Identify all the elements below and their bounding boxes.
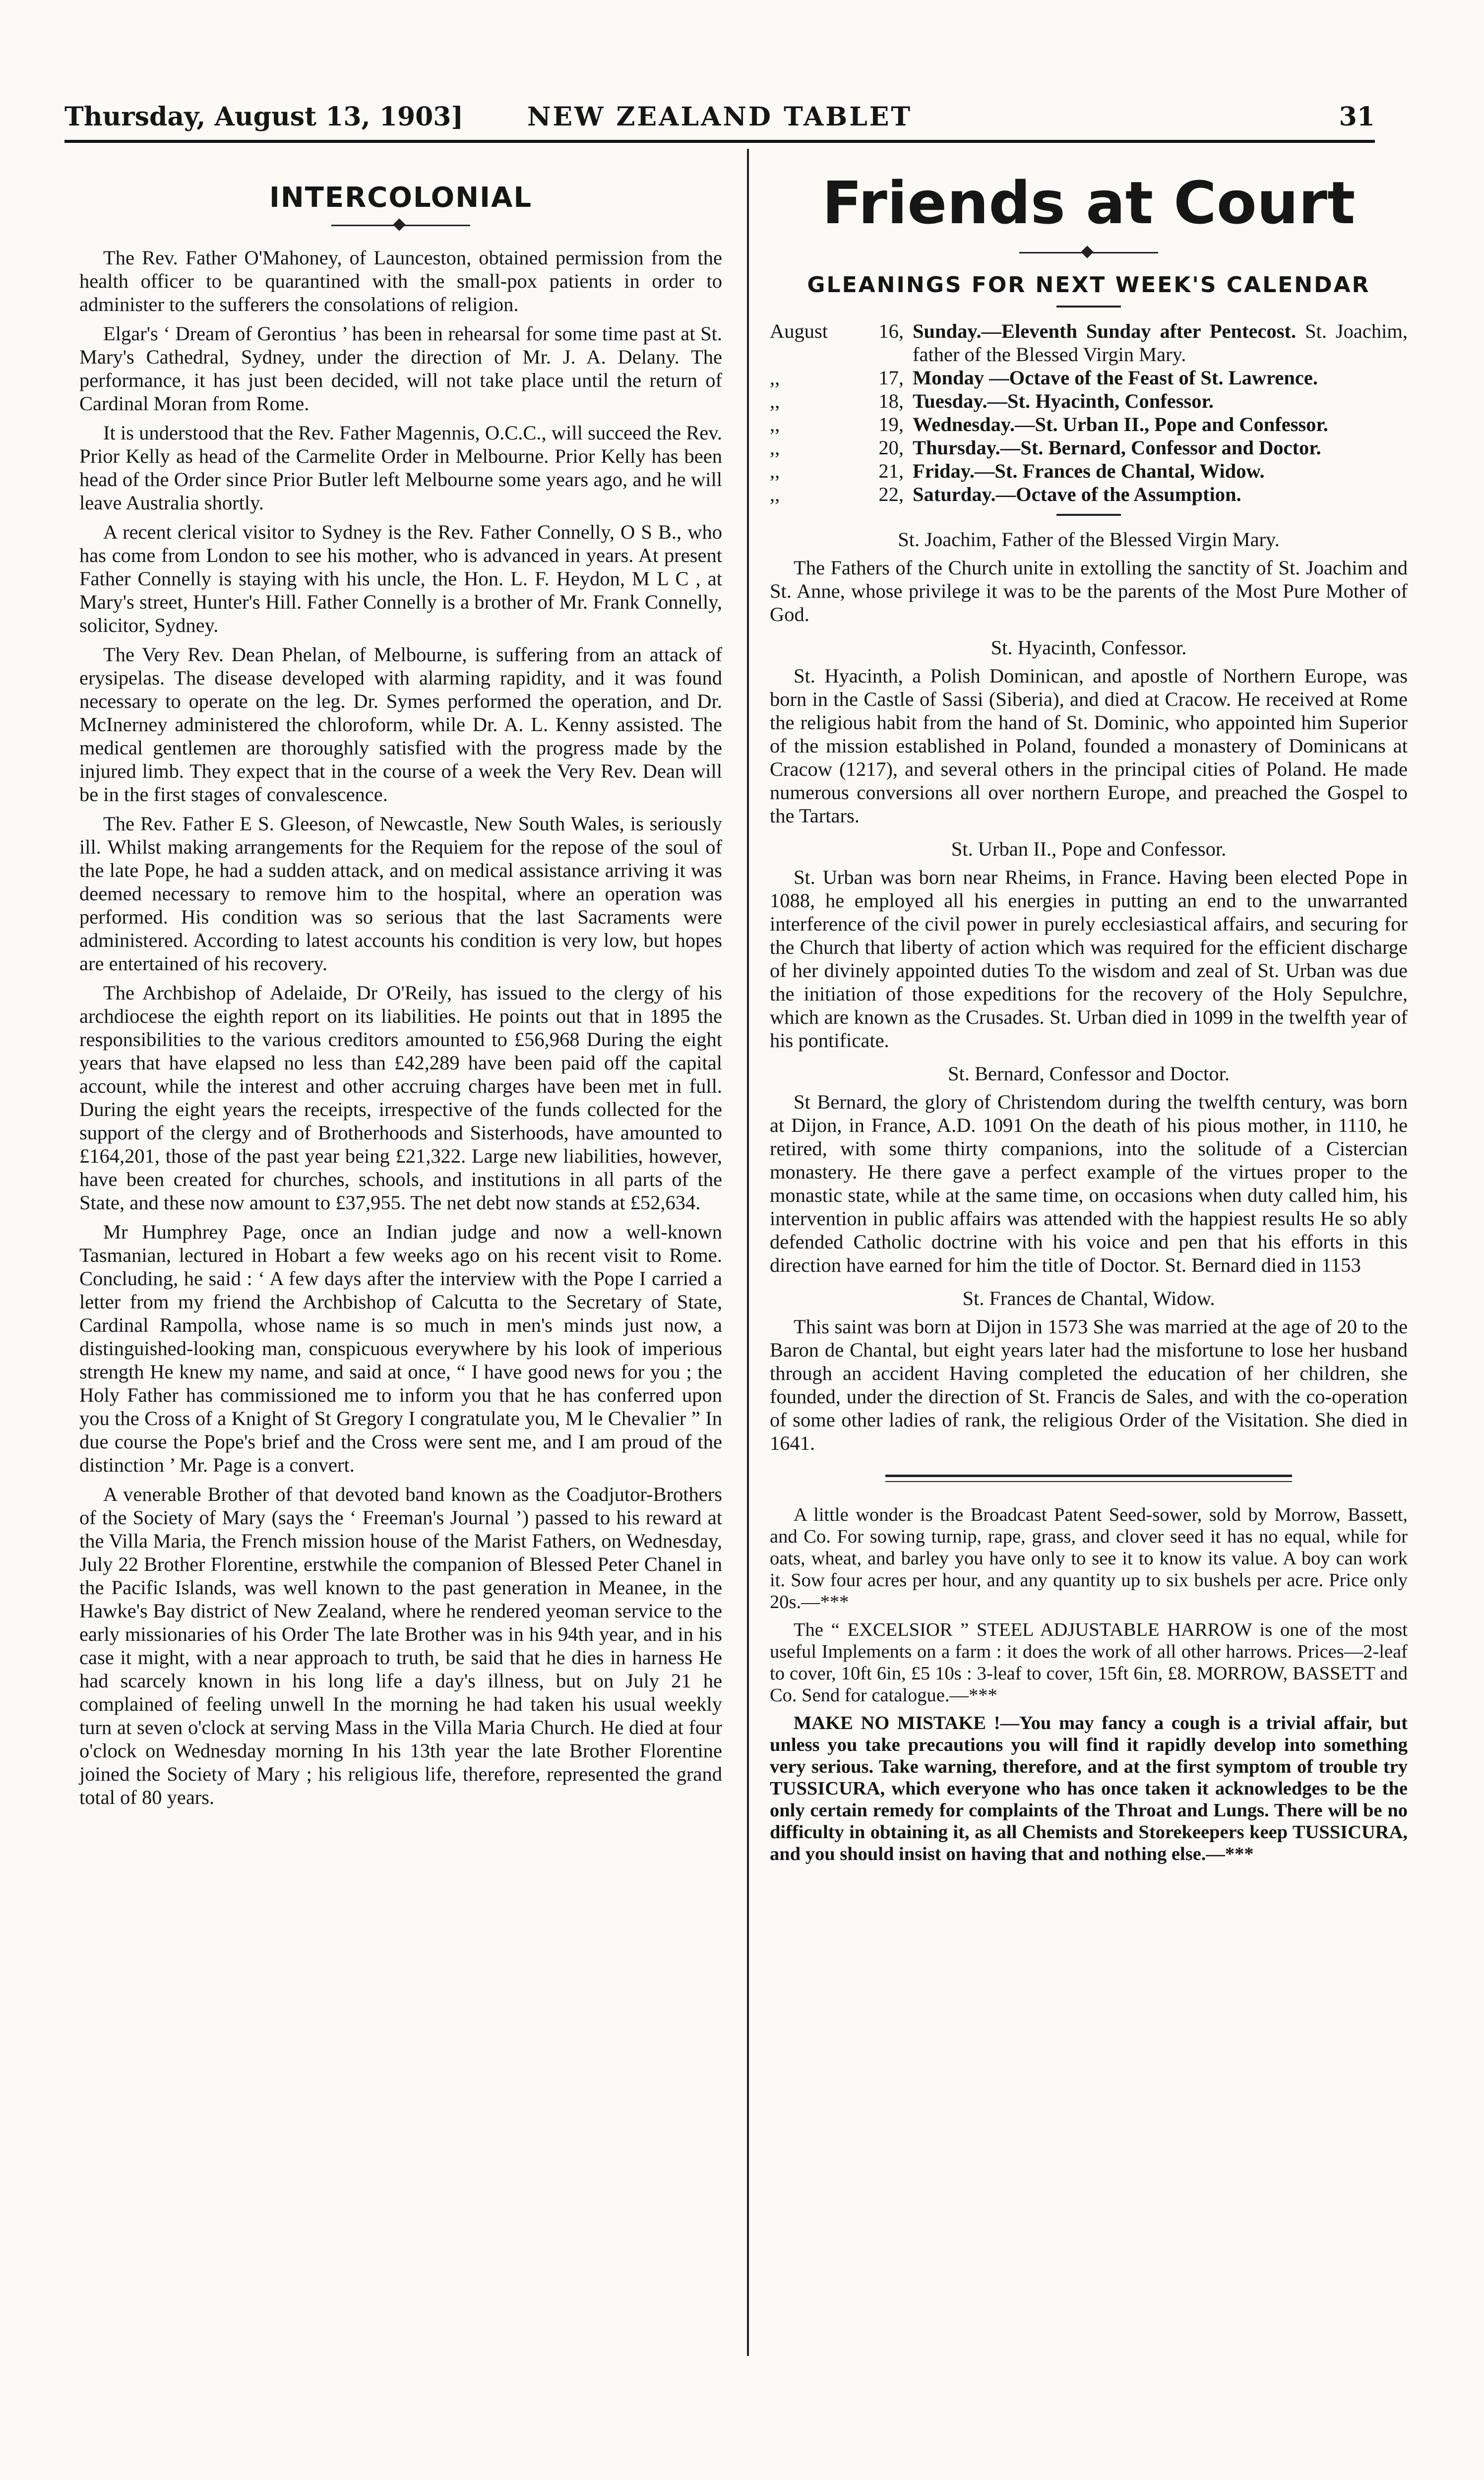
news-paragraph: It is understood that the Rev. Father Magennis, O.C.C., will succeed the Rev. Prior Kelly as head of the Carmelite Order in Melbourne. Prior Kelly has been head of the Order since Prior Butler left Melbourne some years ago, and he will leave Australia shortly. bbox=[79, 422, 722, 514]
calendar-text bbox=[913, 366, 1408, 389]
calendar-entry bbox=[770, 483, 1408, 506]
calendar-text bbox=[913, 459, 1408, 483]
calendar-feast: Tuesday.—St. Hyacinth, Confessor. bbox=[913, 390, 1214, 412]
header-date: Thursday, August 13, 1903] bbox=[64, 102, 464, 132]
header-rule bbox=[64, 140, 1375, 143]
news-paragraph: The Rev. Father O'Mahoney, of Launceston, obtained permission from the health officer to be quarantined with the small-pox patients in order to administer to the sufferers the consolations of religion. bbox=[79, 247, 722, 315]
calendar-day: 19, bbox=[878, 413, 904, 435]
ornament-divider bbox=[331, 219, 470, 231]
advertisements bbox=[770, 1504, 1408, 1865]
calendar-feast: Monday —Octave of the Feast of St. Lawrence. bbox=[913, 367, 1318, 389]
calendar-day: 22, bbox=[878, 483, 904, 505]
saint-heading: St. Frances de Chantal, Widow. bbox=[962, 1287, 1215, 1309]
calendar-feast-extra: St. Joachim, father of the Blessed Virgin Mary. bbox=[913, 320, 1408, 366]
saint-heading: St. Hyacinth, Confessor. bbox=[990, 636, 1187, 659]
saint-paragraph: St Bernard, the glory of Christendom during the twelfth century, was born at Dijon, in France, A.D. 1091 On the death of his pious mother, in 1110, he retired, with some thirty companions, into the solitude of a Cistercian monastery. He there gave a perfect example of the virtues proper to the monastic state, while at the same time, on occasions when duty called him, his intervention in public affairs was attended with the happiest results He so ably defended Catholic doctrine with his voice and pen that his efforts in this direction have earned for him the title of Doctor. St. Bernard died in 1153 bbox=[770, 1091, 1408, 1276]
advertisement-seed-sower: A little wonder is the Broadcast Patent Seed-sower, sold by Morrow, Bassett, and Co. For sowing turnip, rape, grass, and clover seed it has no equal, while for oats, wheat, and barley you have only to see it to know its value. A boy can work it. Sow four acres per hour, and any quantity up to six bushels per acre. Price only 20s.—*** bbox=[770, 1504, 1408, 1612]
intercolonial-title: INTERCOLONIAL bbox=[269, 182, 532, 214]
calendar-entry bbox=[770, 413, 1408, 436]
calendar-text bbox=[913, 413, 1408, 436]
saint-heading: St. Joachim, Father of the Blessed Virgin Mary. bbox=[898, 528, 1280, 551]
calendar-day: 16, bbox=[878, 320, 904, 342]
news-paragraph: The Rev. Father E S. Gleeson, of Newcastle, New South Wales, is seriously ill. Whilst making arrangements for the Requiem for the repose of the soul of the late Pope, he had a sudden attack, and on medical assistance arriving it was deemed necessary to remove him to the hospital, where an operation was performed. His condition was so serious that the last Sacraments were administered. According to latest accounts his condition is very low, but hopes are entertained of his recovery. bbox=[79, 812, 722, 975]
calendar-text bbox=[913, 389, 1408, 413]
news-paragraph: A venerable Brother of that devoted band known as the Coadjutor-Brothers of the Society of Mary (says the ‘ Freeman's Journal ’) passed to his reward at the Villa Maria, the French mission house of the Marist Fathers, on Wednesday, July 22 Brother Florentine, erstwhile the companion of Blessed Peter Chanel in the Pacific Islands, was well known to the past generation in Meanee, in the Hawke's Bay district of New Zealand, where he rendered yeoman service to the early missionaries of his Order The late Brother was in his 94th year, and in his case it might, with a near approach to truth, be said that he dies in harness He had scarcely known in his long life a day's illness, but on July 21 he complained of feeling unwell In the morning he had taken his usual weekly turn at seven o'clock at serving Mass in the Villa Maria Church. He died at four o'clock on Wednesday morning In his 13th year the late Brother Florentine joined the Society of Mary ; his religious life, therefore, represented the grand total of 80 years. bbox=[79, 1483, 722, 1808]
news-paragraph: Elgar's ‘ Dream of Gerontius ’ has been in rehearsal for some time past at St. Mary's Cathedral, Sydney, under the direction of Mr. J. A. Delany. The performance, it has just been decided, will not take place until the return of Cardinal Moran from Rome. bbox=[79, 322, 722, 415]
calendar-feast: Saturday.—Octave of the Assumption. bbox=[913, 483, 1241, 505]
advertisement-tussicura: MAKE NO MISTAKE !—You may fancy a cough is a trivial affair, but unless you take precautions you will find it rapidly develop into something very serious. Take warning, therefore, and at the first symptom of trouble try TUSSICURA, which everyone who has once taken it acknowledges to be the only certain remedy for complaints of the Throat and Lungs. There will be no difficulty in obtaining it, as all Chemists and Storekeepers keep TUSSICURA, and you should insist on having that and nothing else.—*** bbox=[770, 1713, 1408, 1864]
calendar-entry bbox=[770, 366, 1408, 389]
calendar-entry bbox=[770, 436, 1408, 459]
friends-at-court-title: Friends at Court bbox=[822, 169, 1356, 237]
news-paragraph: The Very Rev. Dean Phelan, of Melbourne, is suffering from an attack of erysipelas. The disease developed with alarming rapidity, and it was found necessary to operate on the leg. Dr. Symes performed the operation, and Dr. McInerney administered the chloroform, while Dr. A. L. Kenny assisted. The medical gentlemen are thoroughly satisfied with the progress made by the injured limb. They expect that in the course of a week the Very Rev. Dean will be in the first stages of convalescence. bbox=[79, 643, 722, 806]
short-rule bbox=[1056, 306, 1121, 308]
calendar-feast: Sunday.—Eleventh Sunday after Pentecost. bbox=[913, 320, 1297, 342]
calendar-feast: Thursday.—St. Bernard, Confessor and Doctor. bbox=[913, 436, 1321, 459]
calendar-text bbox=[913, 319, 1408, 366]
calendar-month: ,, bbox=[770, 413, 780, 435]
ornament-divider bbox=[1019, 247, 1158, 258]
calendar-month: ,, bbox=[770, 436, 780, 459]
saint-paragraph: The Fathers of the Church unite in extolling the sanctity of St. Joachim and St. Anne, whose privilege it was to be the parents of the Most Pure Mother of God. bbox=[770, 557, 1408, 625]
calendar-list bbox=[770, 319, 1408, 506]
news-paragraph: Mr Humphrey Page, once an Indian judge and now a well-known Tasmanian, lectured in Hobart a few weeks ago on his recent visit to Rome. Concluding, he said : ‘ A few days after the interview with the Pope I carried a letter from my friend the Archbishop of Calcutta to the Secretary of State, Cardinal Rampolla, whose name is so much in men's minds just now, a distinguished-looking man, conspicuous everywhere by his look of imperious strength He knew my name, and said at once, “ I have good news for you ; the Holy Father has commissioned me to inform you that he has conferred upon you the Cross of a Knight of St Gregory I congratulate you, M le Chevalier ” In due course the Pope's brief and the Cross were sent me, and I am proud of the distinction ’ Mr. Page is a convert. bbox=[79, 1221, 722, 1476]
advertisement-harrow: The “ EXCELSIOR ” STEEL ADJUSTABLE HARROW is one of the most useful Implements on a farm : it does the work of all other harrows. Prices—2-leaf to cover, 10ft 6in, £5 10s : 3-leaf to cover, 15ft 6in, £8. MORROW, BASSETT and Co. Send for catalogue.—*** bbox=[770, 1619, 1408, 1706]
calendar-month: August bbox=[770, 320, 828, 342]
calendar-entry bbox=[770, 389, 1408, 413]
calendar-text bbox=[913, 436, 1408, 459]
short-rule bbox=[1056, 514, 1121, 516]
calendar-month: ,, bbox=[770, 483, 780, 505]
intercolonial-column bbox=[79, 171, 722, 1815]
double-rule bbox=[885, 1475, 1292, 1482]
running-header bbox=[64, 102, 1375, 136]
saint-paragraph: St. Hyacinth, a Polish Dominican, and apostle of Northern Europe, was born in the Castle of Sassi (Siberia), and died at Cracow. He received at Rome the religious habit from the hand of St. Dominic, who appointed him Superior of the mission established in Poland, founded a monastery of Dominicans at Cracow (1217), and several others in the principal cities of Poland. He made numerous conversions all over northern Europe, and preached the Gospel to the Tartars. bbox=[770, 665, 1408, 827]
calendar-feast: Friday.—St. Frances de Chantal, Widow. bbox=[913, 460, 1265, 482]
saint-heading: St. Bernard, Confessor and Doctor. bbox=[947, 1062, 1230, 1085]
calendar-day: 21, bbox=[878, 460, 904, 482]
saint-paragraph: St. Urban was born near Rheims, in France. Having been elected Pope in 1088, he employed all his energies in putting an end to the unwarranted interference of the civil power in purely ecclesiastical affairs, and securing for the Church that liberty of action which was required for the efficient discharge of her divinely appointed duties To the wisdom and zeal of St. Urban was due the initiation of those expeditions for the recovery of the Holy Sepulchre, which are known as the Crusades. St. Urban died in 1099 in the twelfth year of his pontificate. bbox=[770, 866, 1408, 1052]
header-page-number: 31 bbox=[1339, 102, 1375, 132]
calendar-month: ,, bbox=[770, 390, 780, 412]
news-paragraph: A recent clerical visitor to Sydney is the Rev. Father Connelly, O S B., who has come from London to see his mother, who is advanced in years. At present Father Connelly is staying with his uncle, the Hon. L. F. Heydon, M L C , at Mary's street, Hunter's Hill. Father Connelly is a brother of Mr. Frank Connelly, solicitor, Sydney. bbox=[79, 521, 722, 636]
calendar-text bbox=[913, 483, 1408, 506]
calendar-entry bbox=[770, 319, 1408, 366]
calendar-subtitle: GLEANINGS FOR NEXT WEEK'S CALENDAR bbox=[807, 272, 1370, 298]
calendar-feast: Wednesday.—St. Urban II., Pope and Confessor. bbox=[913, 413, 1328, 435]
column-divider bbox=[747, 149, 749, 2356]
saint-heading: St. Urban II., Pope and Confessor. bbox=[951, 838, 1227, 860]
calendar-day: 18, bbox=[878, 390, 904, 412]
saint-paragraph: This saint was born at Dijon in 1573 She was married at the age of 20 to the Baron de Chantal, but eight years later had the misfortune to lose her husband through an accident Having completed the education of her children, she founded, under the direction of St. Francis de Sales, and with the co-operation of some other ladies of rank, the religious Order of the Visitation. She died in 1641. bbox=[770, 1315, 1408, 1454]
calendar-day: 17, bbox=[878, 367, 904, 389]
calendar-month: ,, bbox=[770, 460, 780, 482]
friends-at-court-column bbox=[770, 171, 1408, 1871]
header-paper-name: NEW ZEALAND TABLET bbox=[527, 102, 913, 132]
calendar-entry bbox=[770, 459, 1408, 483]
calendar-day: 20, bbox=[878, 436, 904, 459]
news-paragraph: The Archbishop of Adelaide, Dr O'Reily, has issued to the clergy of his archdiocese the eighth report on its liabilities. He points out that in 1895 the responsibilities to the various creditors amounted to £56,968 During the eight years that have elapsed no less than £42,289 have been paid off the capital account, while the interest and other accruing charges have been met in full. During the eight years the receipts, irrespective of the funds collected for the support of the clergy and of Brotherhoods and Sisterhoods, have amounted to £164,201, those of the past year being £21,322. Large new liabilities, however, have been created for churches, schools, and institutions in all parts of the State, and these now amount to £37,955. The net debt now stands at £52,634. bbox=[79, 982, 722, 1214]
calendar-month: ,, bbox=[770, 367, 780, 389]
